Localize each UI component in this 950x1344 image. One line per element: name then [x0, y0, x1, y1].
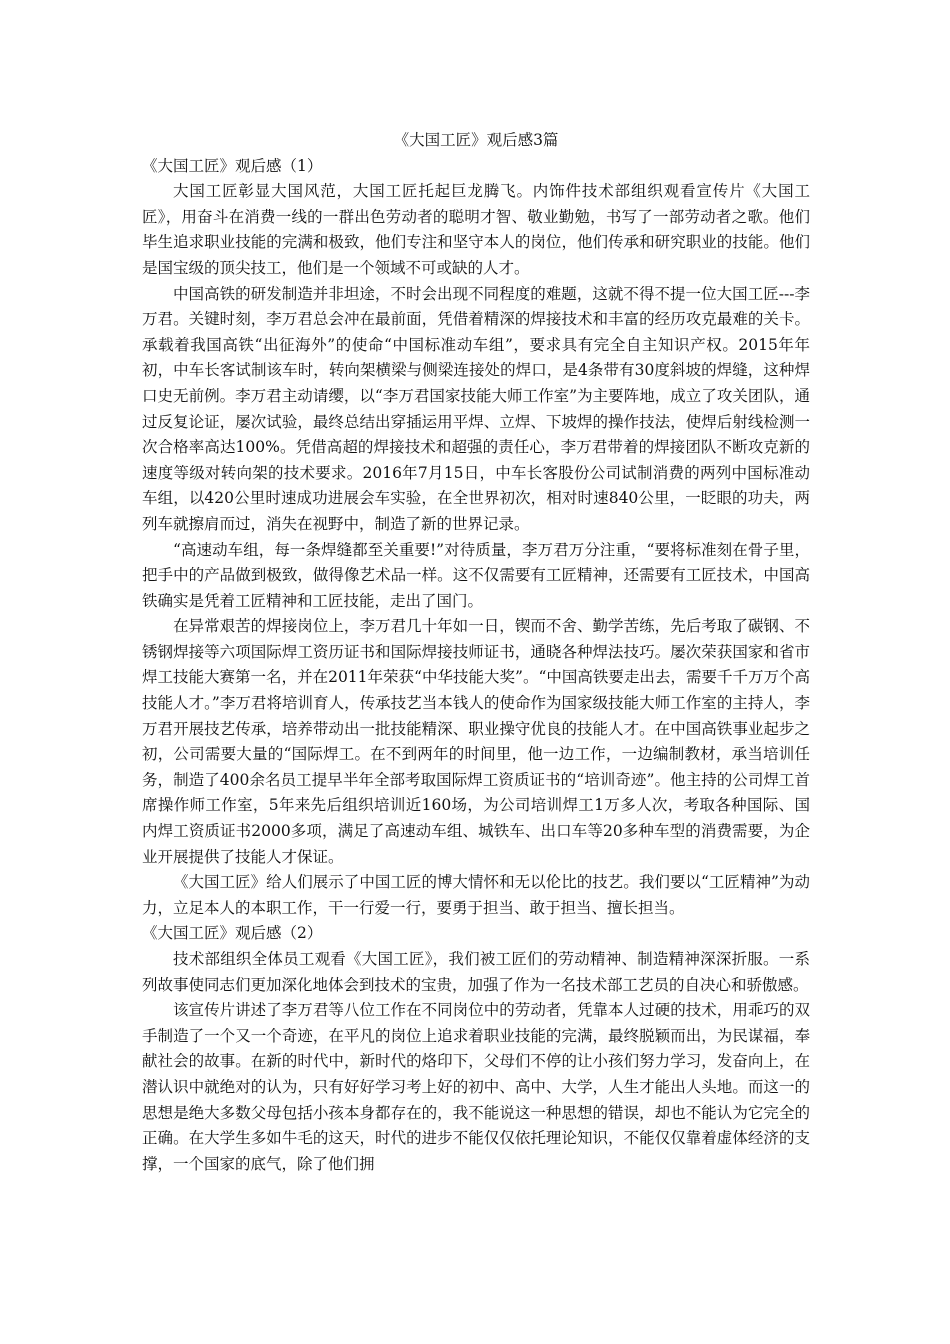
paragraph: 大国工匠彰显大国风范，大国工匠托起巨龙腾飞。内饰件技术部组织观看宣传片《大国工匠》，用奋斗在消费一线的一群出色劳动者的聪明才智、敬业勤勉，书写了一部劳动者之歌。他们毕生追求职业技能的完满和极致，他们专注和坚守本人的岗位，他们传承和研究职业的技能。他们是国宝级的顶尖技工，他们是一个领域不可或缺的人才。: [142, 182, 810, 277]
section-2: [142, 921, 810, 1177]
paragraph: 中国高铁的研发制造并非坦途，不时会出现不同程度的难题，这就不得不提一位大国工匠---李万君。关键时刻，李万君总会冲在最前面，凭借着精深的焊接技术和丰富的经历攻克最难的关卡。承载着我国高铁“出征海外”的使命“中国标准动车组”，要求具有完全自主知识产权。2015年年初，中车长客试制该车时，转向架横梁与侧梁连接处的焊口，是4条带有30度斜坡的焊缝，这种焊口史无前例。李万君主动请缨，以“李万君国家技能大师工作室”为主要阵地，成立了攻关团队，通过反复论证，屡次试验，最终总结出穿插运用平焊、立焊、下坡焊的操作技法，使焊后射线检测一次合格率高达100%。凭借高超的焊接技术和超强的责任心，李万君带着的焊接团队不断攻克新的速度等级对转向架的技术要求。2016年7月15日，中车长客股份公司试制消费的两列中国标准动车组，以420公里时速成功进展会车实验，在全世界初次，相对时速840公里，一眨眼的功夫，两列车就擦肩而过，消失在视野中，制造了新的世界记录。: [142, 284, 810, 533]
paragraph: 技术部组织全体员工观看《大国工匠》，我们被工匠们的劳动精神、制造精神深深折服。一系列故事使同志们更加深化地体会到技术的宝贵，加强了作为一名技术部工艺员的自决心和骄傲感。: [142, 950, 810, 994]
paragraph: 《大国工匠》给人们展示了中国工匠的博大情怀和无以伦比的技艺。我们要以“工匠精神”为动力，立足本人的本职工作，干一行爱一行，要勇于担当、敢于担当、擅长担当。: [142, 873, 810, 917]
document-page: [142, 128, 810, 1177]
paragraph: 在异常艰苦的焊接岗位上，李万君几十年如一日，锲而不舍、勤学苦练，先后考取了碳钢、不锈钢焊接等六项国际焊工资历证书和国际焊接技师证书，通晓各种焊法技巧。屡次荣获国家和省市焊工技能大赛第一名，并在2011年荣获“中华技能大奖”。“中国高铁要走出去，需要千千万万个高技能人才。”李万君将培训育人，传承技艺当本钱人的使命作为国家级技能大师工作室的主持人，李万君开展技艺传承，培养带动出一批技能精深、职业操守优良的技能人才。在中国高铁事业起步之初，公司需要大量的“国际焊工。在不到两年的时间里，他一边工作，一边编制教材，承当培训任务，制造了400余名员工提早半年全部考取国际焊工资质证书的“培训奇迹”。他主持的公司焊工首席操作师工作室，5年来先后组织培训近160场，为公司培训焊工1万多人次，考取各种国际、国内焊工资质证书2000多项，满足了高速动车组、城铁车、出口车等20多种车型的消费需要，为企业开展提供了技能人才保证。: [142, 617, 810, 866]
section-heading: 《大国工匠》观后感（1）: [142, 156, 323, 175]
paragraph: 该宣传片讲述了李万君等八位工作在不同岗位中的劳动者，凭靠本人过硬的技术，用乖巧的双手制造了一个又一个奇迹，在平凡的岗位上追求着职业技能的完满，最终脱颖而出，为民谋福，奉献社会的故事。在新的时代中，新时代的烙印下，父母们不停的让小孩们努力学习，发奋向上，在潜认识中就绝对的认为，只有好好学习考上好的初中、高中、大学，人生才能出人头地。而这一的思想是绝大多数父母包括小孩本身都存在的，我不能说这一种思想的错误，却也不能认为它完全的正确。在大学生多如牛毛的这天，时代的进步不能仅仅依托理论知识，不能仅仅靠着虚体经济的支撑，一个国家的底气，除了他们拥: [142, 1001, 810, 1173]
section-1: [142, 154, 810, 922]
document-title: 《大国工匠》观后感3篇: [393, 131, 559, 149]
paragraph: “高速动车组，每一条焊缝都至关重要!”对待质量，李万君万分注重，“要将标准刻在骨子里，把手中的产品做到极致，做得像艺术品一样。这不仅需要有工匠精神，还需要有工匠技术，中国高铁确实是凭着工匠精神和工匠技能，走出了国门。: [142, 540, 810, 610]
section-heading: 《大国工匠》观后感（2）: [142, 924, 323, 943]
